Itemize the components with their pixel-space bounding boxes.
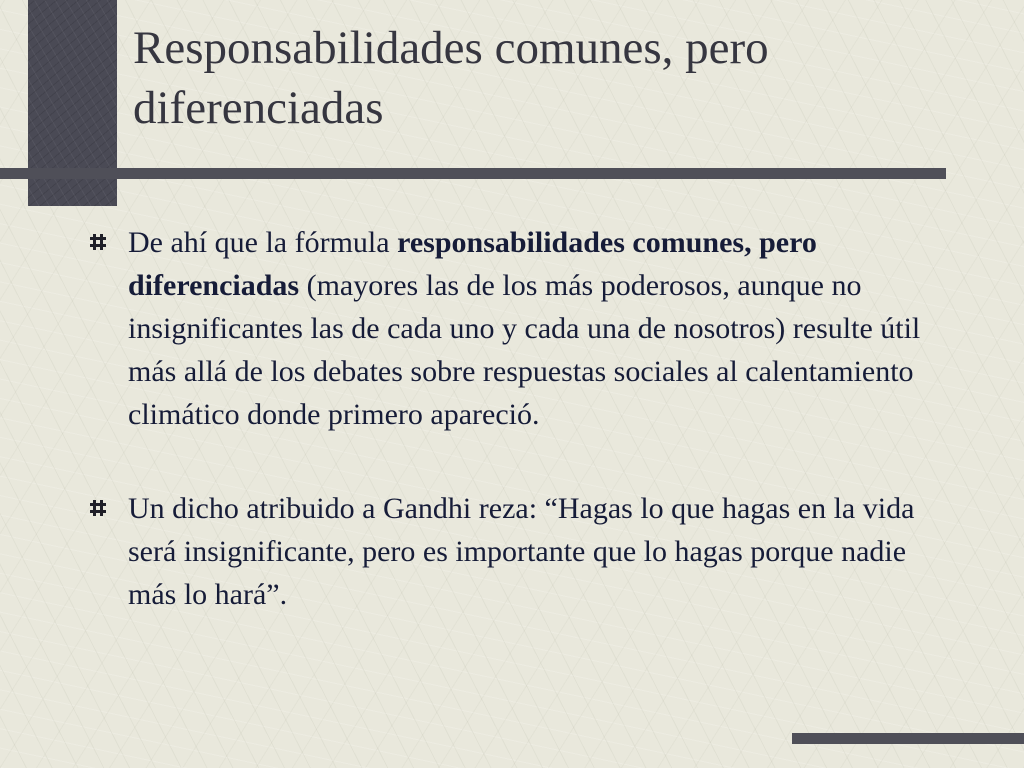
bullet-text: De ahí que la fórmula — [128, 226, 398, 259]
bullet-text-bold: responsabilidades comunes, pero diferenciadas — [128, 226, 817, 302]
bullet-item — [128, 487, 948, 616]
bullet-text: (mayores las de los más poderosos, aunque no insignificantes las de cada uno y cada una de nosotros) resulte útil más allá de los debates sobre respuestas sociales al calentamiento climático donde primero apareció. — [128, 269, 921, 431]
bullet-text: Un dicho atribuido a Gandhi reza: “Hagas lo que hagas en la vida será insignificante, pero es importante que lo hagas porque nadie más lo hará”. — [128, 492, 915, 611]
hash-bullet-icon — [90, 234, 106, 250]
bullet-item — [128, 221, 948, 436]
slide-title: Responsabilidades comunes, pero diferenciadas — [133, 22, 769, 134]
hash-bullet-icon — [90, 500, 106, 516]
